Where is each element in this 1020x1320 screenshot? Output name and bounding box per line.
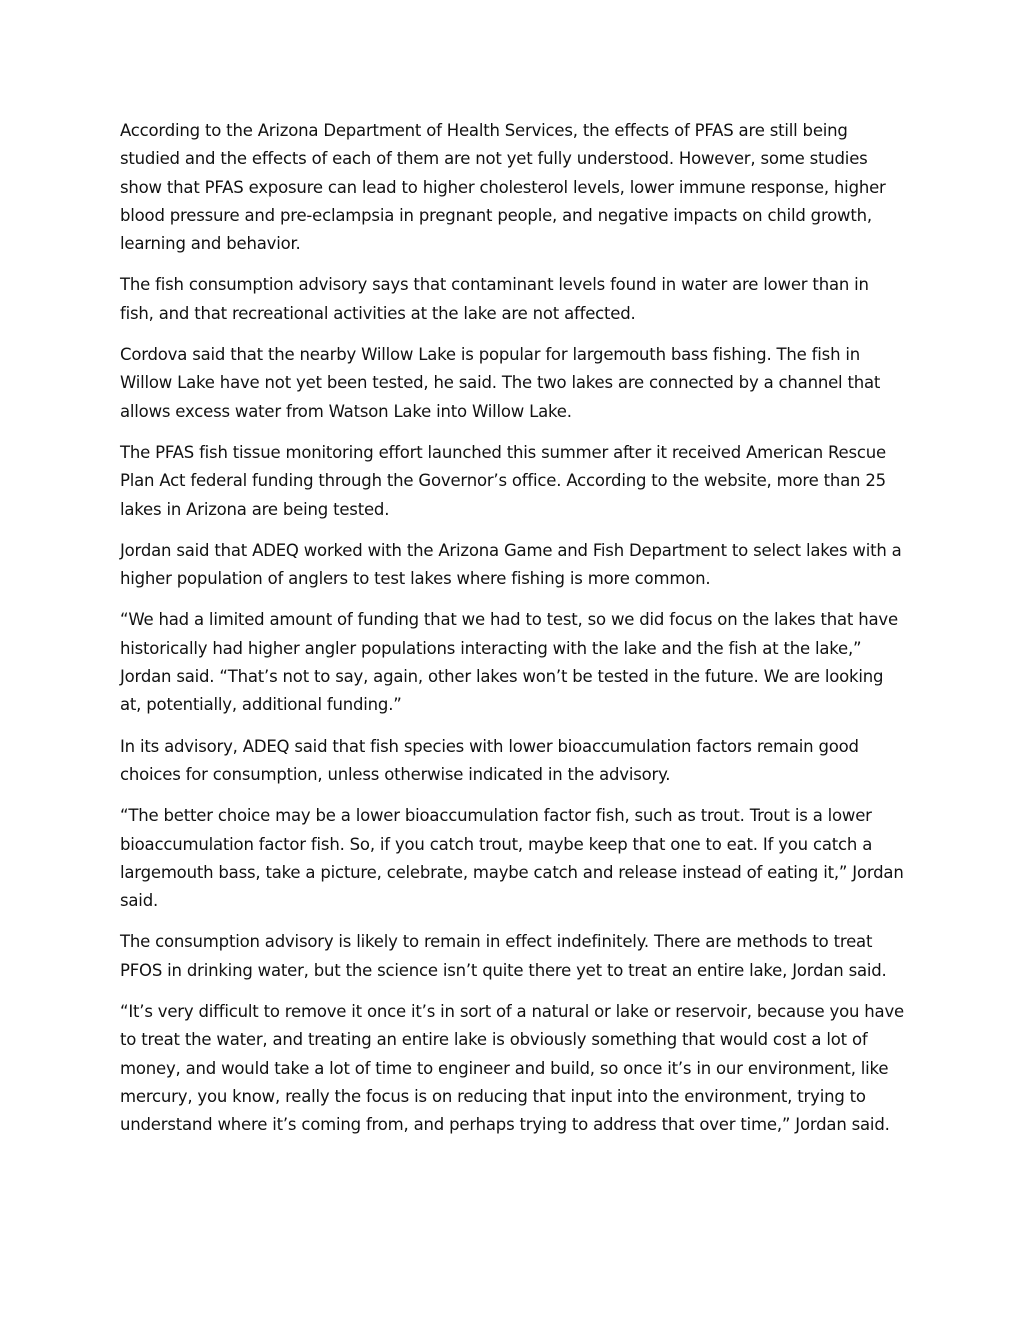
article-body (120, 117, 904, 1153)
paragraph-consumption-advisory: The fish consumption advisory says that contaminant levels found in water are lower than in fish, and that recreational activities at the lake are not affected. (120, 275, 869, 323)
paragraph-bioaccumulation: In its advisory, ADEQ said that fish species with lower bioaccumulation factors remain good choices for consumption, unless otherwise indicated in the advisory. (120, 736, 859, 784)
paragraph-funding-quote: “We had a limited amount of funding that we had to test, so we did focus on the lakes that have historically had higher angler populations interacting with the lake and the fish at the lake,” Jordan said. “That’s not to say, again, other lakes won’t be tested in the future. We are looking at, potentially, additional funding.” (120, 610, 898, 715)
paragraph-removal-quote: “It’s very difficult to remove it once it’s in sort of a natural or lake or reservoir, because you have to treat the water, and treating an entire lake is obviously something that would cost a lot of money, and would take a lot of time to engineer and build, so once it’s in our environment, like mercury, you know, really the focus is on reducing that input into the environment, trying to understand where it’s coming from, and perhaps trying to address that over time,” Jordan said. (120, 1002, 904, 1135)
paragraph-lake-selection: Jordan said that ADEQ worked with the Arizona Game and Fish Department to select lakes with a higher population of anglers to test lakes where fishing is more common. (120, 540, 902, 589)
paragraph-monitoring-effort: The PFAS fish tissue monitoring effort launched this summer after it received American Rescue Plan Act federal funding through the Governor’s office. According to the website, more than 25 lakes in Arizona are being tested. (120, 442, 886, 519)
paragraph-trout-quote: “The better choice may be a lower bioaccumulation factor fish, such as trout. Trout is a lower bioaccumulation factor fish. So, if you catch trout, maybe keep that one to eat. If you catch a largemouth bass, take a picture, celebrate, maybe catch and release instead of eating it,” Jordan said. (120, 806, 904, 911)
paragraph-advisory-duration: The consumption advisory is likely to remain in effect indefinitely. There are methods to treat PFOS in drinking water, but the science isn’t quite there yet to treat an entire lake, Jordan said. (120, 932, 887, 980)
paragraph-health-effects: According to the Arizona Department of Health Services, the effects of PFAS are still being studied and the effects of each of them are not yet fully understood. However, some studies show that PFAS exposure can lead to higher cholesterol levels, lower immune response, higher blood pressure and pre-eclampsia in pregnant people, and negative impacts on child growth, learning and behavior. (120, 121, 886, 254)
paragraph-willow-lake: Cordova said that the nearby Willow Lake is popular for largemouth bass fishing. The fish in Willow Lake have not yet been tested, he said. The two lakes are connected by a channel that allows excess water from Watson Lake into Willow Lake. (120, 345, 881, 421)
